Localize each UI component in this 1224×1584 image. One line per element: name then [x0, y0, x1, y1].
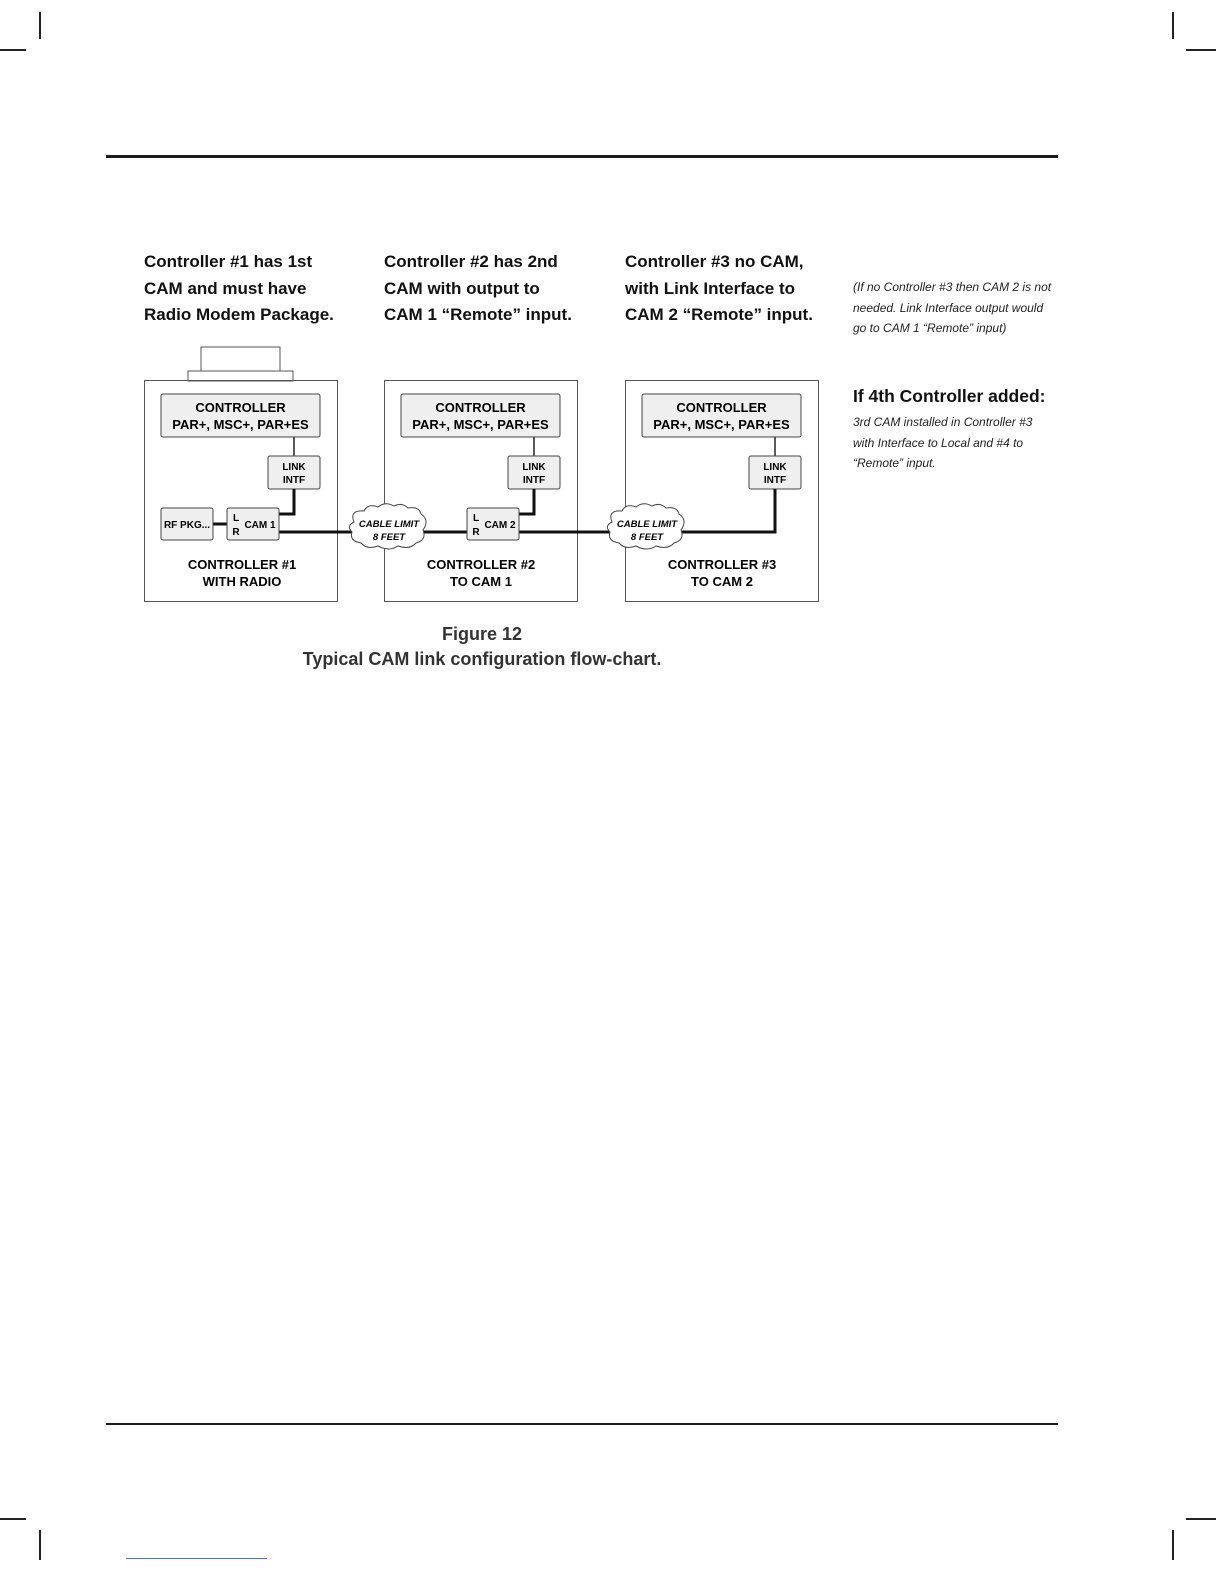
svg-text:LINK: LINK: [763, 462, 787, 473]
cam-2-label: CAM 2: [484, 520, 516, 531]
controller-box-3: [642, 394, 801, 437]
link-intf-box-1: [268, 456, 320, 489]
cam-2-box: [467, 508, 519, 540]
footer-link-underline: [126, 1558, 267, 1559]
controller-box-1: [161, 394, 320, 437]
column-note-controller-1: Controller #1 has 1st CAM and must have Radio Modem Package.: [144, 252, 334, 324]
wire-link2-to-cam2: [519, 489, 534, 514]
cam-local-label: L: [472, 513, 480, 524]
controller-models: PAR+, MSC+, PAR+ES: [653, 417, 790, 432]
svg-text:RF PKG...: RF PKG...: [163, 520, 211, 531]
radio-modem-base: [188, 371, 293, 381]
column-note-controller-3: Controller #3 no CAM, with Link Interface to CAM 2 “Remote” input.: [625, 252, 813, 324]
controller-models: PAR+, MSC+, PAR+ES: [412, 417, 549, 432]
unit-2-title: CONTROLLER #2: [426, 557, 536, 572]
link-intf-box-3: [749, 456, 801, 489]
side-note-no-controller-3: (If no Controller #3 then CAM 2 is not needed. Link Interface output would go to CAM 1 “Remote” input): [853, 280, 1052, 335]
cam-1-box: [227, 508, 279, 540]
unit-3-title: CONTROLLER #3: [667, 557, 777, 572]
fourth-controller-note: 3rd CAM installed in Controller #3 with Interface to Local and #4 to “Remote” input.: [853, 415, 1033, 470]
unit-1-subtitle: WITH RADIO: [202, 574, 282, 589]
svg-text:CABLE LIMIT: CABLE LIMIT: [616, 519, 678, 530]
wire-link1-to-cam1: [279, 489, 294, 514]
link-intf-box-2: [508, 456, 560, 489]
controller-models: PAR+, MSC+, PAR+ES: [172, 417, 309, 432]
cable-limit-cloud-2: [607, 504, 684, 549]
rf-package-box: [161, 508, 213, 540]
unit-1-title: CONTROLLER #1: [187, 557, 297, 572]
svg-text:8 FEET: 8 FEET: [630, 532, 664, 543]
svg-text:LINK: LINK: [522, 462, 546, 473]
svg-text:INTF: INTF: [282, 475, 306, 486]
controller-label: CONTROLLER: [195, 400, 286, 415]
figure-title: Figure 12: [441, 624, 523, 644]
fourth-controller-heading: If 4th Controller added:: [853, 386, 1046, 406]
controller-label: CONTROLLER: [676, 400, 767, 415]
svg-text:CABLE LIMIT: CABLE LIMIT: [358, 519, 420, 530]
unit-3-subtitle: TO CAM 2: [691, 574, 753, 589]
cable-limit-cloud-1: [349, 504, 426, 549]
svg-text:INTF: INTF: [522, 475, 546, 486]
cam-remote-label: R: [232, 527, 240, 538]
figure-caption: Typical CAM link configuration flow-chart.: [302, 649, 662, 669]
cam-1-label: CAM 1: [244, 520, 276, 531]
cam-remote-label: R: [472, 527, 480, 538]
svg-text:8 FEET: 8 FEET: [372, 532, 406, 543]
svg-text:INTF: INTF: [763, 475, 787, 486]
unit-2-subtitle: TO CAM 1: [450, 574, 512, 589]
radio-modem-antenna-box: [201, 347, 280, 372]
column-note-controller-2: Controller #2 has 2nd CAM with output to CAM 1 “Remote” input.: [384, 252, 572, 324]
cam-local-label: L: [232, 513, 240, 524]
controller-box-2: [401, 394, 560, 437]
controller-label: CONTROLLER: [435, 400, 526, 415]
svg-text:LINK: LINK: [282, 462, 306, 473]
